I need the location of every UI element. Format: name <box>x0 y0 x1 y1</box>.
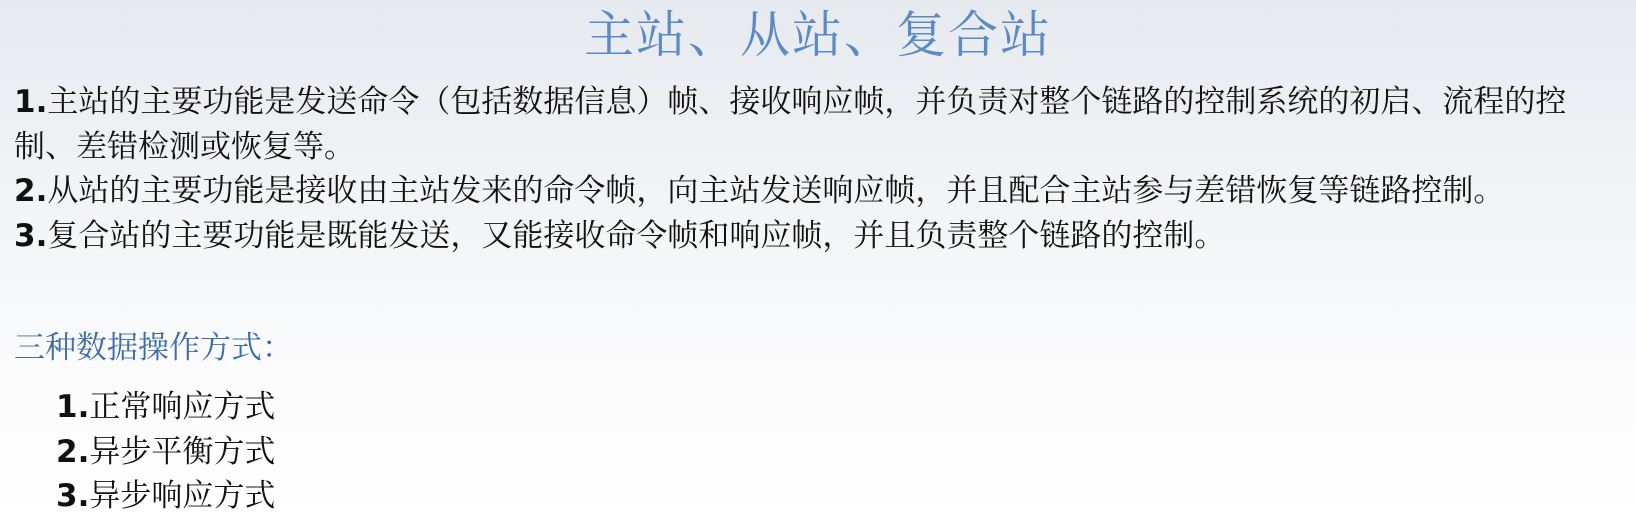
modes-heading: 三种数据操作方式： <box>14 330 293 366</box>
point-text: 主站的主要功能是发送命令（包括数据信息）帧、接收响应帧，并负责对整个链路的控制系统的初启、流程的控制、差错检测或恢复等。 <box>14 84 1567 165</box>
mode-number: 3. <box>56 478 90 514</box>
mode-item <box>56 430 275 475</box>
point-master-station <box>14 80 1624 169</box>
mode-text: 异步响应方式 <box>89 478 276 514</box>
mode-item <box>56 385 275 430</box>
point-number: 1. <box>14 84 48 120</box>
function-points <box>14 80 1624 258</box>
slide-title: 主站、从站、复合站 <box>584 6 1052 64</box>
point-number: 2. <box>14 173 48 209</box>
point-slave-station <box>14 169 1624 214</box>
mode-number: 1. <box>56 389 90 425</box>
mode-text: 正常响应方式 <box>89 389 276 425</box>
mode-text: 异步平衡方式 <box>89 433 276 470</box>
point-text: 复合站的主要功能是既能发送，又能接收命令帧和响应帧，并且负责整个链路的控制。 <box>47 217 1226 254</box>
point-combined-station <box>14 214 1624 259</box>
mode-item <box>56 474 275 519</box>
modes-list <box>56 385 275 519</box>
mode-number: 2. <box>56 433 90 470</box>
point-number: 3. <box>14 217 48 254</box>
point-text: 从站的主要功能是接收由主站发来的命令帧，向主站发送响应帧，并且配合主站参与差错恢复等链路控制。 <box>47 173 1505 209</box>
